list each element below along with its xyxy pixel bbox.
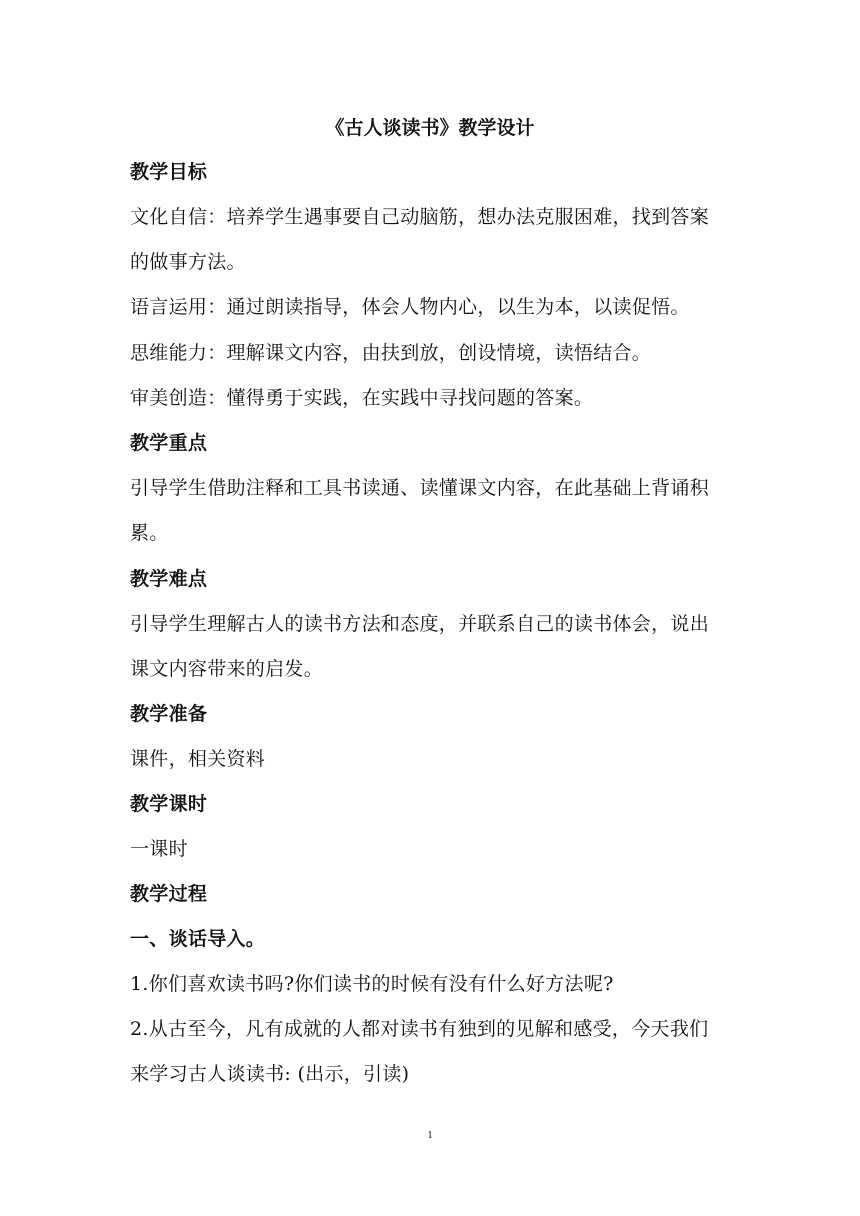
- preparation-text: 课件，相关资料: [130, 748, 266, 770]
- process-line: 2.从古至今，凡有成就的人都对读书有独到的见解和感受，今天我们: [130, 1018, 709, 1040]
- page-number: 1: [427, 1129, 433, 1141]
- document-title: 《古人谈读书》教学设计: [325, 117, 535, 139]
- difficulties-line: 引导学生理解古人的读书方法和态度，并联系自己的读书体会，说出: [130, 613, 710, 635]
- section-heading-objectives: 教学目标: [130, 161, 208, 183]
- period-text: 一课时: [130, 838, 188, 860]
- key-points-line: 引导学生借助注释和工具书读通、读懂课文内容，在此基础上背诵积: [130, 477, 710, 499]
- difficulties-line: 课文内容带来的启发。: [130, 658, 324, 680]
- section-heading-key-points: 教学重点: [130, 432, 208, 454]
- objective-line: 的做事方法。: [130, 251, 246, 273]
- process-step-heading: 一、谈话导入。: [130, 928, 266, 950]
- section-heading-process: 教学过程: [130, 883, 208, 905]
- objective-line: 文化自信：培养学生遇事要自己动脑筋，想办法克服困难，找到答案: [130, 206, 710, 228]
- key-points-line: 累。: [130, 522, 169, 544]
- objective-line: 审美创造：懂得勇于实践，在实践中寻找问题的答案。: [130, 387, 594, 409]
- process-line: 1.你们喜欢读书吗?你们读书的时候有没有什么好方法呢?: [130, 973, 614, 995]
- process-line: 来学习古人谈读书: (出示，引读): [130, 1063, 410, 1085]
- section-heading-difficulties: 教学难点: [130, 568, 208, 590]
- section-heading-preparation: 教学准备: [130, 703, 208, 725]
- objective-line: 思维能力：理解课文内容，由扶到放，创设情境，读悟结合。: [130, 342, 652, 364]
- objective-line: 语言运用：通过朗读指导，体会人物内心，以生为本，以读促悟。: [130, 296, 690, 318]
- section-heading-period: 教学课时: [130, 793, 208, 815]
